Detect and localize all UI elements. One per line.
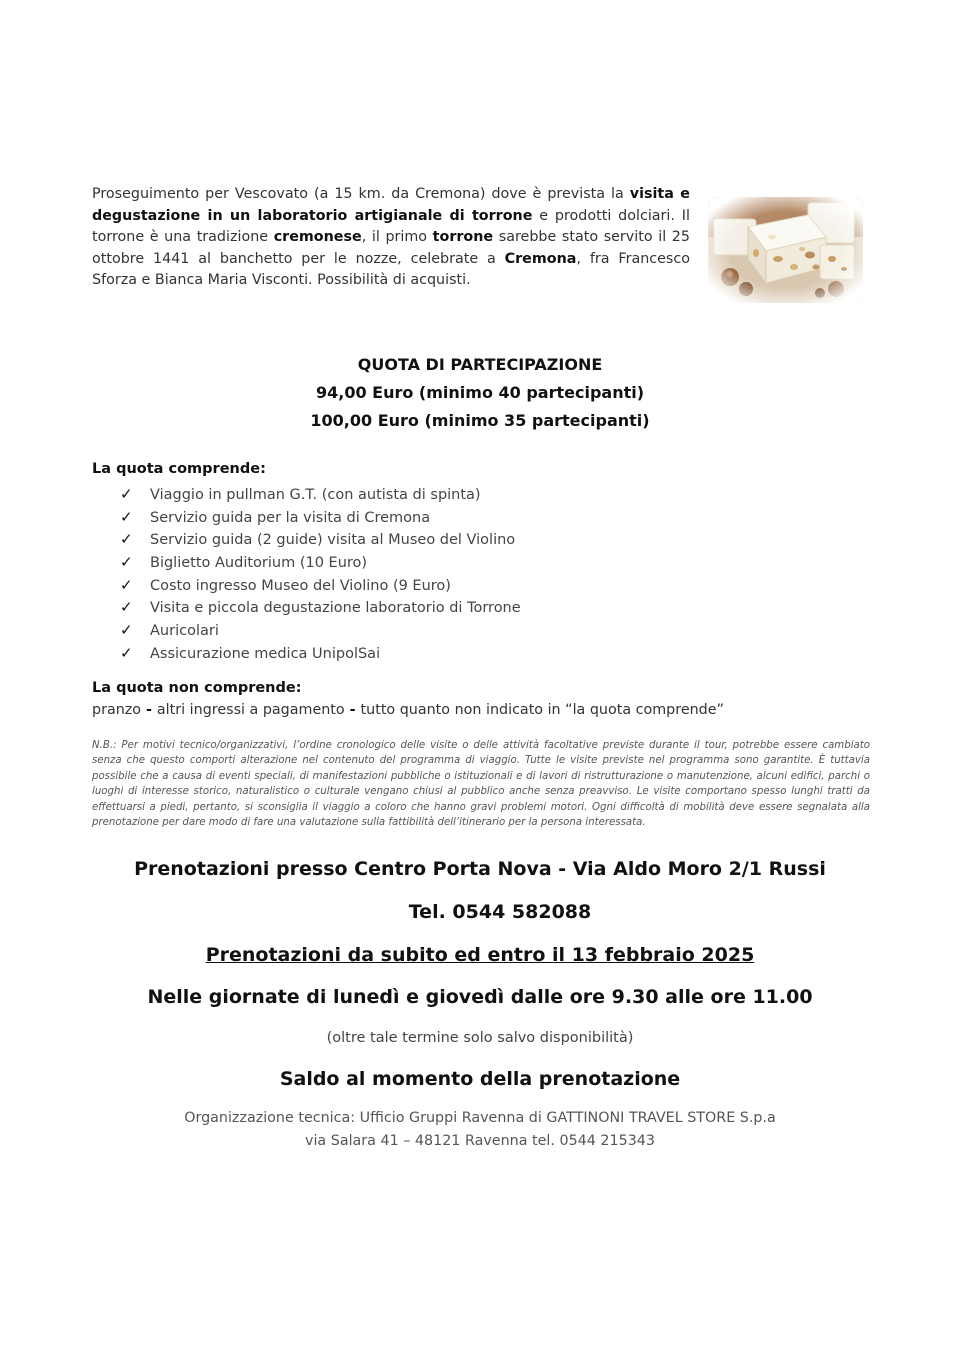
list-item: ✓ Servizio guida (2 guide) visita al Museo del Violino [120,528,521,551]
checkmark-icon: ✓ [120,643,133,662]
organizer-line-1: Organizzazione tecnica: Ufficio Gruppi Ravenna di GATTINONI TRAVEL STORE S.p.a [184,1110,776,1126]
checkmark-icon: ✓ [120,530,133,549]
includes-list [120,483,521,665]
list-item: ✓ Viaggio in pullman G.T. (con autista di spinta) [120,483,521,506]
intro-paragraph [92,184,690,292]
list-item: ✓ Visita e piccola degustazione laboratorio di Torrone [120,596,521,619]
checkmark-icon: ✓ [120,575,133,594]
booking-phone: Tel. 0544 582088 [408,901,592,923]
checkmark-icon: ✓ [120,485,133,503]
list-item: ✓ Biglietto Auditorium (10 Euro) [120,551,521,574]
organizer-line-2: via Salara 41 – 48121 Ravenna tel. 0544 215343 [305,1133,655,1149]
payment-note: Saldo al momento della prenotazione [279,1068,681,1090]
intro-text-1: Proseguimento per Vescovato (a 15 km. da Cremona) dove è prevista la [92,186,630,202]
intro-bold-visit: visita e degustazione in un laboratorio artigianale di torrone [92,186,690,224]
booking-availability-note: (oltre tale termine solo salvo disponibilità) [326,1030,634,1046]
quota-price-35: 100,00 Euro (minimo 35 partecipanti) [310,411,650,430]
intro-bold-cremona: Cremona [504,250,577,267]
booking-location: Prenotazioni presso Centro Porta Nova - Via Aldo Moro 2/1 Russi [134,858,826,880]
list-item: ✓ Auricolari [120,619,521,642]
intro-text-2: e prodotti dolciari. Il torrone è una tradizione [92,207,690,246]
disclaimer-note: N.B.: Per motivi tecnico/organizzativi, l’ordine cronologico delle visite o delle attività facoltative previste durante il tour, potrebbe essere cambiato senza che questo comporti alterazione nel contenuto del programma di viaggio. Tutte le visite previste nel programma sono garantite. È tuttavia possibile che a causa di eventi speciali, di manifestazioni pubbliche o istituzionali e di lavori di ristrutturazione o manutenzione, alcuni edifici, parchi o luoghi di interesse storico, naturalistico o culturale vengano chiusi al pubblico anche senza preavviso. Le visite comportano spesso lunghi tratti da effettuarsi a piedi, pertanto, si sconsiglia il viaggio a coloro che hanno gravi problemi motori. Ogni difficoltà di mobilità deve essere segnalata alla prenotazione per dare modo di fare una valutazione sulla fattibilità dell’itinerario per la persona interessata. [92,740,870,829]
intro-bold-cremonese: cremonese [273,229,362,246]
excludes-title: La quota non comprende: [92,680,302,696]
booking-deadline: Prenotazioni da subito ed entro il 13 febbraio 2025 [205,944,755,966]
booking-days: Nelle giornate di lunedì e giovedì dalle ore 9.30 alle ore 11.00 [147,986,813,1008]
quota-title: QUOTA DI PARTECIPAZIONE [357,355,603,374]
intro-text-4: sarebbe stato servito il 25 ottobre 1441 al banchetto per le nozze, celebrate a [92,229,690,267]
intro-text-3: , il primo [361,229,433,246]
intro-text-5: , fra Francesco Sforza e Bianca Maria Visconti. Possibilità di acquisti. [92,250,690,289]
includes-title: La quota comprende: [92,461,266,477]
checkmark-icon: ✓ [120,598,133,617]
checkmark-icon: ✓ [120,507,133,526]
list-item: ✓ Servizio guida per la visita di Cremona [120,506,521,529]
checkmark-icon: ✓ [120,621,133,640]
excludes-text: pranzo - altri ingressi a pagamento - tutto quanto non indicato in “la quota comprende” [92,702,724,718]
list-item: ✓ Assicurazione medica UnipolSai [120,642,521,665]
torrone-photo [708,197,863,303]
intro-bold-torrone: torrone [432,229,494,246]
torrone-illustration [708,197,863,303]
list-item: ✓ Costo ingresso Museo del Violino (9 Euro) [120,574,521,597]
quota-price-40: 94,00 Euro (minimo 40 partecipanti) [315,383,645,402]
checkmark-icon: ✓ [120,553,133,572]
